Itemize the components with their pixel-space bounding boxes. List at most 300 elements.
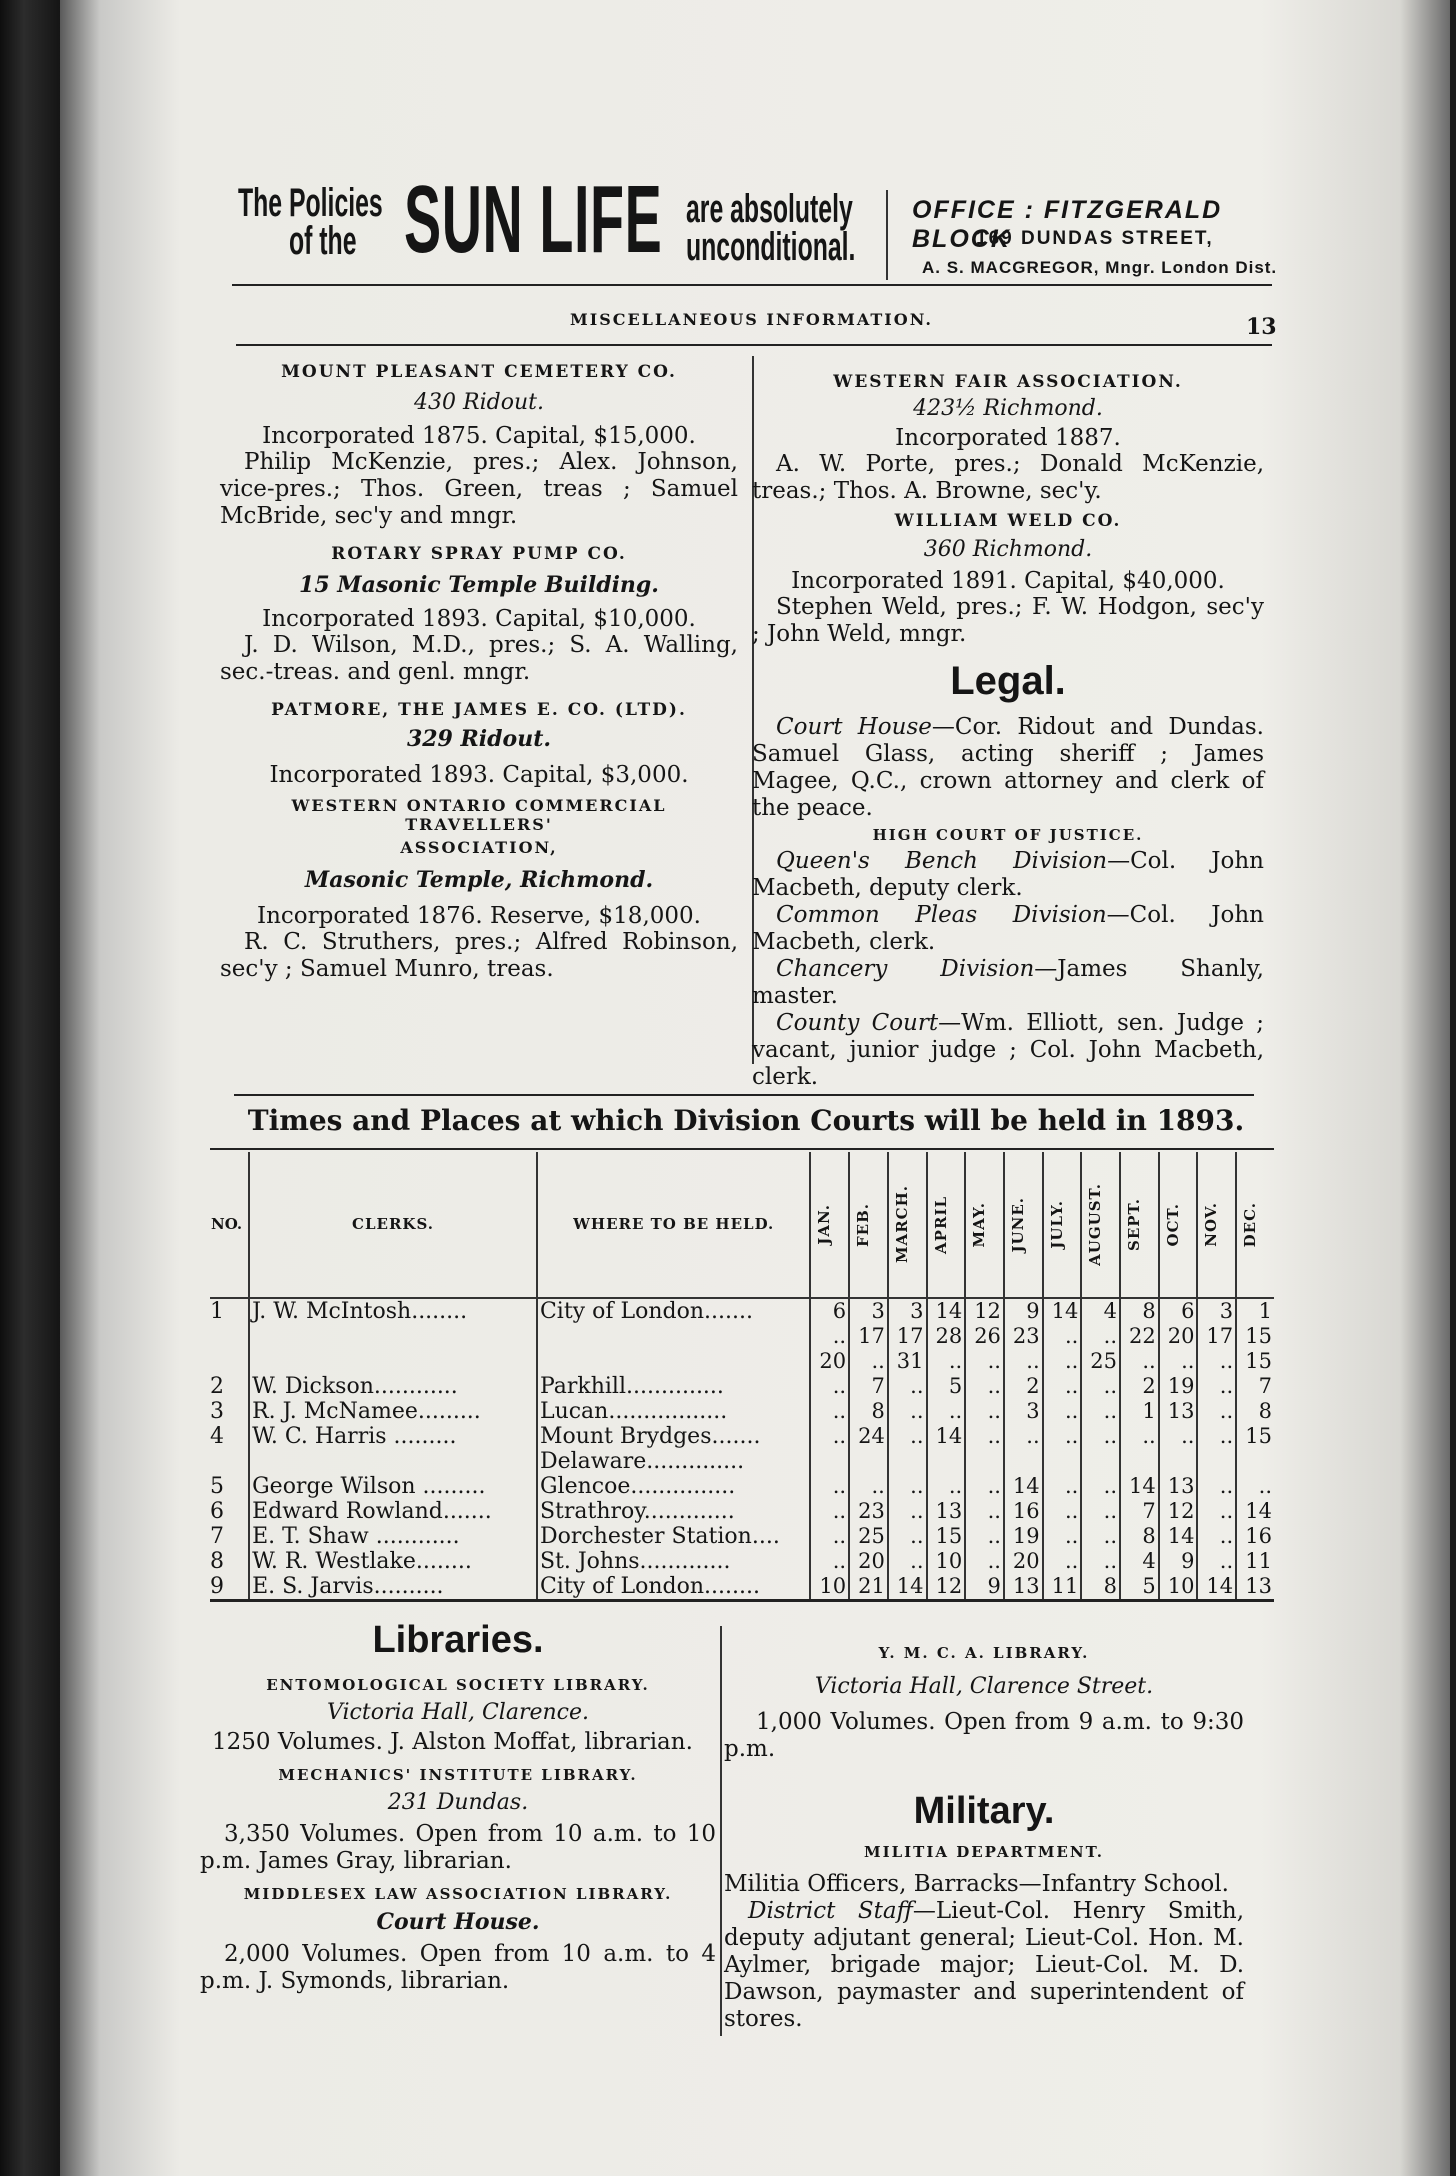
row-number: [210, 1449, 249, 1474]
court-place: Strathroy.............: [537, 1499, 810, 1524]
month-date: 8: [1120, 1298, 1159, 1324]
month-date: 7: [1236, 1374, 1274, 1399]
col-where: WHERE TO BE HELD.: [537, 1152, 810, 1298]
running-title: MISCELLANEOUS INFORMATION.: [570, 310, 933, 329]
high-court-heading: HIGH COURT OF JUSTICE.: [872, 826, 1144, 844]
month-date: 17: [849, 1324, 888, 1349]
clerk-name: [249, 1449, 537, 1474]
month-header: [965, 1152, 1004, 1298]
queens-bench-label: Queen's Bench Division: [776, 848, 1108, 874]
month-header: [1004, 1152, 1043, 1298]
clerk-name: George Wilson .........: [249, 1474, 537, 1499]
month-date: ..: [849, 1474, 888, 1499]
month-date: 17: [888, 1324, 927, 1349]
ymca-name: Y. M. C. A. LIBRARY.: [878, 1644, 1090, 1662]
month-date: ..: [927, 1399, 966, 1424]
month-header: [1081, 1152, 1120, 1298]
table-row: [210, 1298, 1274, 1324]
month-date: ..: [810, 1374, 849, 1399]
row-number: 6: [210, 1499, 224, 1524]
month-date: ..: [965, 1349, 1004, 1374]
month-date: 11: [1236, 1549, 1274, 1574]
month-date: ..: [1159, 1424, 1198, 1449]
county-court-label: County Court: [776, 1010, 939, 1036]
court-house-text: —Cor. Ridout and Dundas. Samuel Glass, acting sheriff ; James Magee, Q.C., crown attorney and clerk of the peace.: [752, 714, 1264, 821]
table-row: [210, 1374, 1274, 1399]
queens-bench: [752, 848, 1264, 902]
row-number: 4: [210, 1424, 224, 1449]
commercial-travellers-name-2: ASSOCIATION,: [400, 838, 558, 857]
month-date: 3: [888, 1298, 927, 1324]
month-date: 23: [1004, 1324, 1043, 1349]
month-date: ..: [1081, 1549, 1120, 1574]
chancery: [752, 956, 1264, 1010]
month-date: 14: [1120, 1474, 1159, 1499]
month-date: 9: [1159, 1549, 1198, 1574]
section-rule: [234, 1094, 1254, 1096]
chancery-label: Chancery Division: [776, 956, 1035, 982]
month-date: [1197, 1449, 1236, 1474]
month-date: 3: [1004, 1399, 1043, 1424]
month-date: ..: [1159, 1349, 1198, 1374]
table-top-rule: [210, 1148, 1274, 1150]
month-date: ..: [1043, 1324, 1082, 1349]
row-number: 9: [210, 1574, 224, 1599]
district-staff: [724, 1898, 1244, 2033]
month-date: ..: [1043, 1424, 1082, 1449]
month-label: NOV.: [1202, 1202, 1221, 1247]
row-number: 2: [210, 1374, 224, 1399]
month-date: ..: [1197, 1349, 1236, 1374]
clerk-name: [249, 1324, 537, 1349]
court-place: Lucan.................: [537, 1399, 810, 1424]
month-date: ..: [965, 1424, 1004, 1449]
month-header: [888, 1152, 927, 1298]
libraries-column: [200, 1618, 716, 1995]
month-date: ..: [1081, 1524, 1120, 1549]
month-date: [1236, 1449, 1274, 1474]
month-header: [849, 1152, 888, 1298]
court-place: City of London.......: [537, 1298, 810, 1324]
entomological-text: 1250 Volumes. J. Alston Moffat, librarian.: [212, 1729, 693, 1755]
month-date: 8: [849, 1399, 888, 1424]
month-label: FEB.: [854, 1202, 873, 1247]
month-date: ..: [1081, 1424, 1120, 1449]
col-no: NO.: [211, 1215, 243, 1233]
month-date: ..: [810, 1524, 849, 1549]
month-date: 1: [1236, 1298, 1274, 1324]
col-clerks: CLERKS.: [249, 1152, 537, 1298]
month-date: ..: [888, 1474, 927, 1499]
month-date: 23: [849, 1499, 888, 1524]
month-date: ..: [965, 1399, 1004, 1424]
commercial-travellers-address: Masonic Temple, Richmond.: [304, 867, 654, 893]
month-date: ..: [1197, 1499, 1236, 1524]
month-date: 16: [1004, 1499, 1043, 1524]
row-number: [210, 1324, 249, 1349]
month-date: ..: [927, 1349, 966, 1374]
month-date: 13: [1236, 1574, 1274, 1601]
county-court: [752, 1010, 1264, 1091]
william-weld-name: WILLIAM WELD CO.: [894, 511, 1122, 531]
banner-policies: The Policies of the: [238, 181, 383, 263]
month-date: 6: [1159, 1298, 1198, 1324]
row-number: [210, 1349, 249, 1374]
clerk-name: R. J. McNamee.........: [249, 1399, 537, 1424]
county-court-text: —Wm. Elliott, sen. Judge ; vacant, junior judge ; Col. John Macbeth, clerk.: [752, 1010, 1264, 1090]
patmore-name: PATMORE, THE JAMES E. CO. (LTD).: [271, 700, 687, 720]
month-date: ..: [927, 1474, 966, 1499]
month-date: 15: [1236, 1324, 1274, 1349]
court-place: St. Johns.............: [537, 1549, 810, 1574]
month-date: ..: [965, 1524, 1004, 1549]
mount-pleasant-people: Philip McKenzie, pres.; Alex. Johnson, vice-pres.; Thos. Green, treas ; Samuel McBride, sec'y and mngr.: [220, 449, 738, 529]
month-date: ..: [1081, 1374, 1120, 1399]
month-label: MAY.: [970, 1201, 989, 1248]
month-date: ..: [888, 1399, 927, 1424]
month-date: 19: [1159, 1374, 1198, 1399]
month-date: ..: [888, 1374, 927, 1399]
month-date: 13: [1159, 1474, 1198, 1499]
month-date: 9: [1004, 1298, 1043, 1324]
commercial-travellers-incorporated: Incorporated 1876. Reserve, $18,000.: [257, 903, 701, 929]
month-label: MARCH.: [892, 1185, 911, 1264]
ymca-military-column: [724, 1644, 1244, 2033]
month-date: ..: [1043, 1524, 1082, 1549]
district-staff-label: District Staff: [748, 1898, 913, 1924]
month-date: 2: [1004, 1374, 1043, 1399]
mount-pleasant-address: 430 Ridout.: [414, 390, 544, 415]
month-date: 15: [1236, 1349, 1274, 1374]
month-date: ..: [1081, 1499, 1120, 1524]
court-place: Delaware..............: [537, 1449, 810, 1474]
month-date: 20: [810, 1349, 849, 1374]
month-label: JULY.: [1047, 1200, 1066, 1249]
month-date: ..: [1004, 1424, 1043, 1449]
banner-divider: [886, 190, 888, 280]
month-date: 13: [1004, 1574, 1043, 1601]
month-date: 13: [927, 1499, 966, 1524]
month-date: 8: [1081, 1574, 1120, 1601]
month-date: 14: [927, 1424, 966, 1449]
court-place: Glencoe...............: [537, 1474, 810, 1499]
table-row: [210, 1324, 1274, 1349]
month-date: ..: [1197, 1399, 1236, 1424]
entomological-name: ENTOMOLOGICAL SOCIETY LIBRARY.: [266, 1676, 650, 1694]
month-date: 8: [1120, 1524, 1159, 1549]
month-date: 17: [1197, 1324, 1236, 1349]
month-date: 4: [1081, 1298, 1120, 1324]
militia-officers: Militia Officers, Barracks—Infantry School.: [724, 1871, 1229, 1897]
entomological-address: Victoria Hall, Clarence.: [327, 1700, 589, 1725]
month-label: APRIL: [931, 1195, 950, 1254]
month-date: ..: [849, 1349, 888, 1374]
courts-table-wrap: [210, 1152, 1274, 1602]
month-date: ..: [888, 1424, 927, 1449]
banner-rule: [232, 284, 1272, 286]
month-label: JAN.: [815, 1204, 834, 1245]
month-label: DEC.: [1241, 1201, 1260, 1248]
militia-department: MILITIA DEPARTMENT.: [863, 1843, 1105, 1861]
month-date: 4: [1120, 1549, 1159, 1574]
month-date: 25: [849, 1524, 888, 1549]
clerk-name: Edward Rowland.......: [249, 1499, 537, 1524]
month-date: ..: [1043, 1474, 1082, 1499]
month-date: 20: [1004, 1549, 1043, 1574]
month-date: ..: [1236, 1474, 1274, 1499]
western-fair-people: A. W. Porte, pres.; Donald McKenzie, treas.; Thos. A. Browne, sec'y.: [752, 451, 1264, 504]
month-date: 13: [1159, 1399, 1198, 1424]
table-row: [210, 1499, 1274, 1524]
banner-agent: A. S. MACGREGOR, Mngr. London Dist.: [922, 258, 1278, 277]
courts-header-row: [210, 1152, 1274, 1298]
month-date: 5: [927, 1374, 966, 1399]
row-number: 8: [210, 1549, 224, 1574]
courts-title: Times and Places at which Division Courts will be held in 1893.: [247, 1104, 1245, 1137]
table-row: [210, 1349, 1274, 1374]
month-date: ..: [1120, 1349, 1159, 1374]
month-date: ..: [1043, 1349, 1082, 1374]
district-staff-text: —Lieut-Col. Henry Smith, deputy adjutant general; Lieut-Col. Hon. M. Aylmer, brigade major; Lieut-Col. M. D. Dawson, paymaster and superintendent of stores.: [724, 1898, 1244, 2032]
clerk-name: W. C. Harris .........: [249, 1424, 537, 1449]
clerk-name: E. S. Jarvis..........: [249, 1574, 537, 1601]
month-date: ..: [810, 1549, 849, 1574]
western-fair-name: WESTERN FAIR ASSOCIATION.: [833, 372, 1183, 392]
rotary-spray-address: 15 Masonic Temple Building.: [299, 572, 659, 598]
william-weld-people: Stephen Weld, pres.; F. W. Hodgon, sec'y ; John Weld, mngr.: [752, 594, 1264, 647]
month-date: ..: [965, 1374, 1004, 1399]
banner-office: OFFICE : FITZGERALD BLOCK: [912, 196, 1223, 253]
month-date: [965, 1449, 1004, 1474]
month-date: 14: [1004, 1474, 1043, 1499]
month-date: ..: [1197, 1424, 1236, 1449]
month-date: 9: [965, 1574, 1004, 1601]
table-row: [210, 1524, 1274, 1549]
queens-bench-text: —Col. John Macbeth, deputy clerk.: [752, 848, 1264, 901]
month-date: [1159, 1449, 1198, 1474]
month-label: OCT.: [1163, 1202, 1182, 1247]
month-date: 12: [1159, 1499, 1198, 1524]
month-date: 1: [1120, 1399, 1159, 1424]
mount-pleasant-incorporated: Incorporated 1875. Capital, $15,000.: [262, 423, 696, 449]
clerk-name: [249, 1349, 537, 1374]
month-date: ..: [888, 1524, 927, 1549]
month-header: [927, 1152, 966, 1298]
court-house-label: Court House: [776, 714, 932, 740]
month-date: 22: [1120, 1324, 1159, 1349]
month-label: JUNE.: [1008, 1196, 1027, 1253]
month-date: [888, 1449, 927, 1474]
banner-unconditional: are absolutely unconditional.: [686, 187, 856, 269]
month-date: ..: [1043, 1399, 1082, 1424]
chancery-text: —James Shanly, master.: [752, 956, 1264, 1009]
legal-heading: Legal.: [950, 659, 1066, 703]
right-column: [752, 356, 1264, 1091]
column-divider-bottom: [720, 1626, 722, 2036]
month-date: 19: [1004, 1524, 1043, 1549]
month-date: [849, 1449, 888, 1474]
month-date: ..: [810, 1499, 849, 1524]
month-date: ..: [1081, 1474, 1120, 1499]
month-date: 28: [927, 1324, 966, 1349]
row-number: 5: [210, 1474, 224, 1499]
month-date: 10: [1159, 1574, 1198, 1601]
month-date: ..: [810, 1324, 849, 1349]
month-header: [1043, 1152, 1082, 1298]
western-fair-incorporated: Incorporated 1887.: [895, 425, 1121, 451]
courts-table: [210, 1152, 1274, 1602]
month-date: 10: [810, 1574, 849, 1601]
month-date: 20: [849, 1549, 888, 1574]
month-date: ..: [965, 1499, 1004, 1524]
month-date: 14: [888, 1574, 927, 1601]
month-date: 12: [965, 1298, 1004, 1324]
banner-company: SUN LIFE: [404, 166, 663, 273]
month-date: ..: [1043, 1549, 1082, 1574]
month-date: [1120, 1449, 1159, 1474]
row-number: 7: [210, 1524, 224, 1549]
month-date: 14: [1159, 1524, 1198, 1549]
month-date: 14: [1043, 1298, 1082, 1324]
rotary-spray-people: J. D. Wilson, M.D., pres.; S. A. Walling, sec.-treas. and genl. mngr.: [220, 632, 738, 685]
court-place: Mount Brydges.......: [537, 1424, 810, 1449]
page-number: 13: [1246, 314, 1277, 340]
court-place: Parkhill..............: [537, 1374, 810, 1399]
row-number: 3: [210, 1399, 224, 1424]
month-date: ..: [810, 1399, 849, 1424]
table-row: [210, 1474, 1274, 1499]
head-rule: [236, 344, 1272, 346]
month-date: ..: [1081, 1324, 1120, 1349]
table-row: [210, 1399, 1274, 1424]
month-date: 7: [849, 1374, 888, 1399]
month-date: ..: [1197, 1474, 1236, 1499]
clerk-name: W. R. Westlake........: [249, 1549, 537, 1574]
table-row: [210, 1574, 1274, 1601]
william-weld-incorporated: Incorporated 1891. Capital, $40,000.: [791, 568, 1225, 594]
william-weld-address: 360 Richmond.: [923, 537, 1093, 562]
month-date: ..: [1004, 1349, 1043, 1374]
month-date: 2: [1120, 1374, 1159, 1399]
clerk-name: E. T. Shaw ............: [249, 1524, 537, 1549]
month-date: 25: [1081, 1349, 1120, 1374]
middlesex-text: 2,000 Volumes. Open from 10 a.m. to 4 p.m. J. Symonds, librarian.: [200, 1941, 716, 1994]
month-date: ..: [810, 1474, 849, 1499]
month-date: 14: [927, 1298, 966, 1324]
mechanics-address: 231 Dundas.: [387, 1790, 529, 1815]
month-date: 31: [888, 1349, 927, 1374]
month-date: [1081, 1449, 1120, 1474]
middlesex-name: MIDDLESEX LAW ASSOCIATION LIBRARY.: [243, 1885, 673, 1903]
month-date: ..: [965, 1474, 1004, 1499]
month-header: [1197, 1152, 1236, 1298]
month-date: 7: [1120, 1499, 1159, 1524]
month-date: ..: [1043, 1499, 1082, 1524]
banner-street: 169 DUNDAS STREET,: [976, 228, 1214, 249]
month-date: ..: [1197, 1524, 1236, 1549]
mechanics-text: 3,350 Volumes. Open from 10 a.m. to 10 p.m. James Gray, librarian.: [200, 1821, 716, 1874]
month-date: 3: [1197, 1298, 1236, 1324]
common-pleas: [752, 902, 1264, 956]
common-pleas-label: Common Pleas Division: [776, 902, 1107, 928]
patmore-incorporated: Incorporated 1893. Capital, $3,000.: [269, 762, 689, 788]
court-place: [537, 1324, 810, 1349]
month-date: ..: [1197, 1549, 1236, 1574]
month-date: ..: [1120, 1424, 1159, 1449]
mechanics-name: MECHANICS' INSTITUTE LIBRARY.: [278, 1766, 638, 1784]
table-row: [210, 1549, 1274, 1574]
month-label: SEPT.: [1125, 1198, 1144, 1251]
court-place: City of London........: [537, 1574, 810, 1601]
left-column: [220, 356, 738, 983]
month-header: [1120, 1152, 1159, 1298]
month-date: 16: [1236, 1524, 1274, 1549]
commercial-travellers-name: WESTERN ONTARIO COMMERCIAL TRAVELLERS': [291, 796, 667, 834]
month-date: ..: [888, 1549, 927, 1574]
western-fair-address: 423½ Richmond.: [913, 396, 1103, 421]
month-header: [810, 1152, 849, 1298]
month-date: 11: [1043, 1574, 1082, 1601]
month-date: ..: [810, 1424, 849, 1449]
month-date: 15: [927, 1524, 966, 1549]
month-date: 14: [1197, 1574, 1236, 1601]
month-date: ..: [965, 1549, 1004, 1574]
commercial-travellers-people: R. C. Struthers, pres.; Alfred Robinson, sec'y ; Samuel Munro, treas.: [220, 929, 738, 982]
month-date: 15: [1236, 1424, 1274, 1449]
month-date: ..: [1197, 1374, 1236, 1399]
month-date: ..: [1043, 1374, 1082, 1399]
month-date: 6: [810, 1298, 849, 1324]
month-date: [927, 1449, 966, 1474]
month-date: 10: [927, 1549, 966, 1574]
patmore-address: 329 Ridout.: [406, 726, 552, 752]
month-date: 20: [1159, 1324, 1198, 1349]
court-place: Dorchester Station....: [537, 1524, 810, 1549]
middlesex-address: Court House.: [376, 1909, 540, 1935]
clerk-name: J. W. McIntosh........: [249, 1298, 537, 1324]
month-header: [1236, 1152, 1274, 1298]
ymca-address: Victoria Hall, Clarence Street.: [814, 1674, 1154, 1699]
legal-court-house: [752, 714, 1264, 822]
month-date: 12: [927, 1574, 966, 1601]
row-number: 1: [210, 1299, 224, 1324]
month-date: 8: [1236, 1399, 1274, 1424]
rotary-spray-incorporated: Incorporated 1893. Capital, $10,000.: [262, 606, 696, 632]
month-date: ..: [888, 1499, 927, 1524]
court-place: [537, 1349, 810, 1374]
month-date: ..: [1081, 1399, 1120, 1424]
military-heading: Military.: [913, 1790, 1055, 1832]
table-row: [210, 1449, 1274, 1474]
month-date: 5: [1120, 1574, 1159, 1601]
month-date: 21: [849, 1574, 888, 1601]
month-date: [1043, 1449, 1082, 1474]
libraries-heading: Libraries.: [372, 1619, 544, 1661]
common-pleas-text: —Col. John Macbeth, clerk.: [752, 902, 1264, 955]
ymca-text: 1,000 Volumes. Open from 9 a.m. to 9:30 p.m.: [724, 1709, 1244, 1762]
month-date: 14: [1236, 1499, 1274, 1524]
month-header: [1159, 1152, 1198, 1298]
month-label: AUGUST.: [1086, 1183, 1105, 1266]
month-date: 3: [849, 1298, 888, 1324]
mount-pleasant-name: MOUNT PLEASANT CEMETERY CO.: [281, 362, 677, 382]
table-row: [210, 1424, 1274, 1449]
month-date: 24: [849, 1424, 888, 1449]
rotary-spray-name: ROTARY SPRAY PUMP CO.: [331, 544, 627, 564]
month-date: [810, 1449, 849, 1474]
clerk-name: W. Dickson............: [249, 1374, 537, 1399]
month-date: 26: [965, 1324, 1004, 1349]
